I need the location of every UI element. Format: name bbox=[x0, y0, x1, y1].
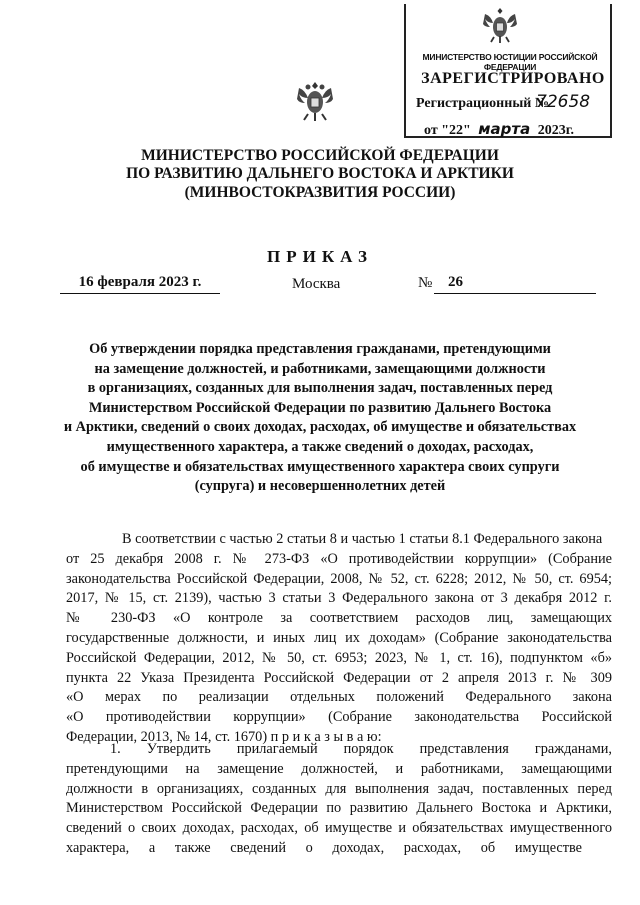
title-line: Министерством Российской Федерации по развитию Дальнего Востока bbox=[88, 399, 552, 416]
stamp-reg-number: 72658 bbox=[536, 92, 591, 112]
item-1-line: претендующими на замещение должностей, и работниками, замещающими bbox=[66, 760, 612, 777]
item-1-line: должности в организациях, созданных для выполнения задач, поставленных перед bbox=[66, 780, 612, 797]
item-1-line: 1. Утвердить прилагаемый порядок представления гражданами, bbox=[110, 741, 612, 757]
stamp-reg-label: Регистрационный № bbox=[416, 96, 549, 111]
document-type bbox=[0, 247, 640, 267]
stamp-date-line bbox=[424, 120, 574, 139]
coat-of-arms-emblem bbox=[293, 78, 337, 122]
item-1-line: характера, а также сведений о доходах, расходах, об имуществе bbox=[66, 839, 582, 856]
order-number: 26 bbox=[434, 274, 596, 294]
item-1-line: Министерством Российской Федерации по развитию Дальнего Востока и Арктики, bbox=[66, 800, 612, 817]
order-number-label: № bbox=[418, 275, 433, 291]
title-line: имущественного характера, а также сведений о доходах, расходах, bbox=[106, 438, 534, 455]
stamp-emblem-icon bbox=[480, 6, 520, 44]
stamp-ministry-text: МИНИСТЕРСТВО ЮСТИЦИИ РОССИЙСКОЙ ФЕДЕРАЦИИ bbox=[422, 52, 598, 72]
preamble-line: 2017, № 15, ст. 2139), частью 3 статьи 3 Федерального закона от 3 декабря 2012 г. bbox=[66, 590, 612, 607]
stamp-date-month: марта bbox=[478, 120, 531, 138]
preamble-line: «О противодействии коррупции» (Собрание законодательства Российской bbox=[66, 709, 612, 726]
item-1-line: сведений о своих доходах, расходах, об имуществе и обязательствах имущественного bbox=[66, 820, 612, 837]
preamble-line: Федерации, 2013, № 14, ст. 1670) п р и к а з ы в а ю: bbox=[66, 728, 382, 745]
title-line: и Арктики, сведений о своих доходах, расходах, об имуществе и обязательствах bbox=[63, 419, 577, 436]
stamp-registered-text: ЗАРЕГИСТРИРОВАНО bbox=[421, 70, 605, 87]
preamble-line: № 230-ФЗ «О контроле за соответствием расходов лиц, замещающих bbox=[66, 610, 612, 627]
preamble-line: Российской Федерации, 2012, № 50, ст. 6953; 2023, № 1, ст. 16), подпунктом «б» bbox=[66, 649, 612, 666]
ministry-name-line3: (МИНВОСТОКРАЗВИТИЯ РОССИИ) bbox=[184, 184, 456, 201]
title-line: об имуществе и обязательствах имущественного характера своих супруги bbox=[80, 458, 560, 475]
ministry-name-line2: ПО РАЗВИТИЮ ДАЛЬНЕГО ВОСТОКА И АРКТИКИ bbox=[126, 165, 514, 182]
stamp-date-prefix: от "22" bbox=[424, 123, 471, 138]
preamble-paragraph bbox=[66, 530, 612, 748]
title-line: на замещение должностей, и работниками, замещающими должности bbox=[94, 360, 546, 377]
title-line: Об утверждении порядка представления гражданами, претендующими bbox=[89, 341, 551, 357]
preamble-line: государственные должности, и иных лиц их доходам» (Собрание законодательства bbox=[66, 629, 612, 646]
preamble-line: от 25 декабря 2008 г. № 273-ФЗ «О противодействии коррупции» (Собрание bbox=[66, 550, 612, 567]
title-line: в организациях, созданных для выполнения задач, поставленных перед bbox=[87, 380, 553, 397]
item-1-paragraph bbox=[66, 740, 612, 859]
preamble-line: пункта 22 Указа Президента Российской Федерации от 2 апреля 2013 г. № 309 bbox=[66, 669, 612, 686]
order-city: Москва bbox=[292, 276, 341, 292]
stamp-date-year: 2023г. bbox=[537, 123, 574, 138]
document-type-text: ПРИКАЗ bbox=[267, 247, 373, 266]
order-date: 16 февраля 2023 г. bbox=[60, 274, 220, 294]
preamble-line: В соответствии с частью 2 статьи 8 и частью 1 статьи 8.1 Федерального закона bbox=[122, 531, 603, 547]
ministry-name-line1: МИНИСТЕРСТВО РОССИЙСКОЙ ФЕДЕРАЦИИ bbox=[141, 147, 499, 164]
preamble-line: «О мерах по реализации отдельных положений Федерального закона bbox=[66, 689, 612, 706]
preamble-line: законодательства Российской Федерации, 2008, № 52, ст. 6228; 2012, № 50, ст. 6954; bbox=[66, 570, 612, 587]
order-title bbox=[60, 340, 580, 497]
title-line: (супруга) и несовершеннолетних детей bbox=[194, 478, 446, 495]
